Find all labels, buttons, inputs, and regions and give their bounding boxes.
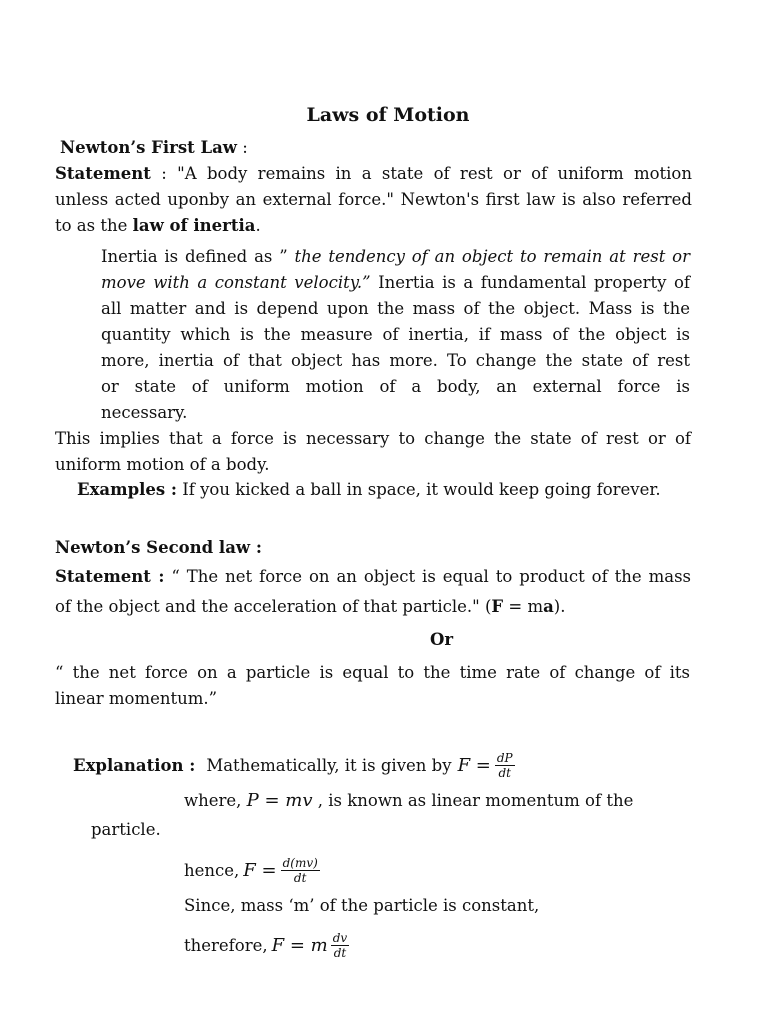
eq2-denominator: dt [293,870,307,885]
second-statement-label: Statement : [55,567,165,586]
alt-line-2: linear momentum.” [55,689,218,708]
eq2-lhs: F = [243,859,277,881]
second-statement-text-1: “ The net force on an object is equal to product of the mass [164,567,692,586]
page-title: Laws of Motion [306,104,470,126]
eq3-denominator: dt [333,945,347,960]
inertia-prefix: Inertia is defined as ” [101,247,295,266]
eq1-numerator: dP [496,750,513,765]
second-statement-suffix: ). [553,597,566,616]
law-of-inertia: law of inertia [132,216,256,235]
eq1-fraction [495,751,515,780]
alt-statement [55,660,690,712]
where-prefix: where, [184,791,247,810]
statement-line-1 [55,161,692,187]
statement-line-3 [55,213,692,239]
examples-label: Examples : [77,480,177,499]
since-line: Since, mass ‘m’ of the particle is constant, [184,896,540,915]
first-law-heading [60,138,248,157]
second-statement-line-2 [55,592,691,622]
or-label: Or [430,630,454,649]
eq3-lhs: F = m [271,934,328,956]
implies-line-2: uniform motion of a body. [55,455,270,474]
second-statement-line-1 [55,562,691,592]
momentum-formula: P = mv [246,790,313,811]
eq3-fraction [331,931,349,960]
formula-acceleration: a [543,597,554,616]
inertia-line-2 [101,270,690,296]
statement-line-3-prefix: to as the [55,216,133,235]
therefore-line [184,925,349,965]
statement-line-3-suffix: . [255,216,261,235]
alt-line-1: “ the net force on a particle is equal to the time rate of change of its [55,663,690,682]
inertia-line-5: more, inertia of that object has more. To change the state of rest [101,351,690,370]
eq2-fraction [281,856,320,885]
inertia-italic-1: the tendency of an object to remain at rest or [294,247,690,266]
statement-label: Statement [55,164,151,183]
statement-text-1: : "A body remains in a state of rest or of uniform motion [150,164,692,183]
statement-line-2: unless acted uponby an external force." Newton's first law is also referred [55,190,692,209]
explanation-text: Mathematically, it is given by [206,755,452,775]
second-statement-text-2: of the object and the acceleration of that particle." ( [55,597,492,616]
hence-line [184,850,320,890]
eq1-denominator: dt [498,765,511,780]
eq3-numerator: dv [332,930,348,945]
eq2-numerator: d(mv) [282,855,318,870]
therefore-prefix: therefore, [184,935,268,955]
first-law-heading-colon: : [237,138,248,157]
examples-text: If you kicked a ball in space, it would keep going forever. [177,480,661,499]
implies-line-1: This implies that a force is necessary to change the state of rest or of [55,429,691,448]
inertia-paragraph [101,244,690,426]
explanation-line [73,745,515,785]
inertia-line-6: or state of uniform motion of a body, an external force is [101,377,690,396]
where-line-2: particle. [91,820,161,839]
inertia-italic-2: move with a constant velocity.” [101,273,371,292]
first-law-heading-text: Newton’s First Law [60,138,238,157]
inertia-line-4: quantity which is the measure of inertia, if mass of the object is [101,325,690,344]
formula-force: F [491,597,504,616]
second-law-heading: Newton’s Second law : [55,538,262,557]
explanation-label: Explanation : [73,755,196,775]
inertia-line-3: all matter and is depend upon the mass of the object. Mass is the [101,299,690,318]
second-law-statement [55,562,691,622]
implies-paragraph [55,426,691,478]
inertia-line-7: necessary. [101,403,188,422]
examples-line [77,480,661,499]
hence-prefix: hence, [184,860,240,880]
where-line [184,790,633,811]
inertia-after-italic: Inertia is a fundamental property of [370,273,690,292]
first-law-statement [55,161,692,239]
inertia-line-1 [101,244,690,270]
where-suffix: , is known as linear momentum of the [312,791,634,810]
formula-equals-m: = m [503,597,544,616]
eq1-lhs: F = [457,754,491,776]
